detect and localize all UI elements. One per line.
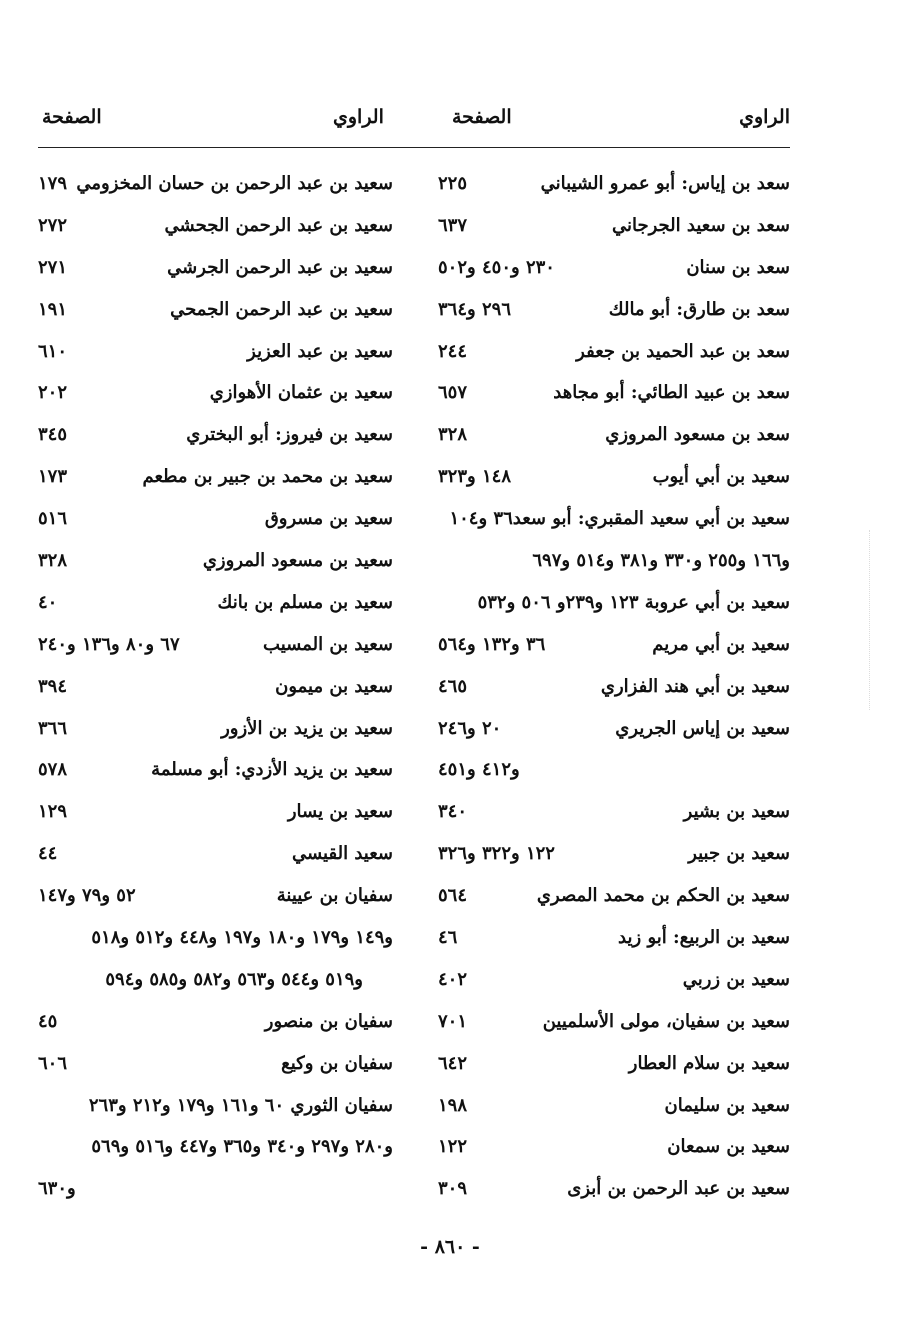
index-entry (438, 206, 790, 248)
index-entry (38, 206, 393, 248)
narrator-name: سعيد بن يزيد بن الأزور (221, 717, 393, 739)
index-entry (38, 750, 393, 792)
page-refs: ٣٢٨ (438, 424, 468, 446)
page-refs: ١٢٢ (438, 1136, 468, 1158)
narrator-name: سعيد بن سفيان، مولى الأسلميين (542, 1010, 790, 1032)
page-refs: ٦٣٧ (438, 214, 468, 236)
index-entry (438, 792, 790, 834)
index-entry (38, 876, 393, 918)
index-entry (38, 1086, 393, 1128)
narrator-name: سعيد بن أبي مريم (652, 633, 790, 655)
page-refs: ٤٦٥ (438, 675, 468, 697)
entry-continuation: و٦٣٠ (38, 1178, 76, 1200)
header-page-left: الصفحة (42, 106, 102, 128)
index-entry (38, 960, 393, 1002)
page-refs: ٣٠٩ (438, 1178, 468, 1200)
narrator-name: سفيان بن وكيع (281, 1052, 393, 1074)
index-entry (38, 834, 393, 876)
page-refs: ٥٢ و٧٩ و١٤٧ (38, 885, 136, 907)
index-entry (38, 1002, 393, 1044)
index-entry (438, 918, 790, 960)
narrator-name: سعيد بن عبد العزيز (247, 340, 393, 362)
index-entry (38, 625, 393, 667)
narrator-name: سعيد بن إياس الجريري (615, 717, 790, 739)
narrator-name: سعيد بن ميمون (275, 675, 393, 697)
index-entry (38, 457, 393, 499)
header-narrator-left: الراوي (333, 106, 384, 128)
page-refs: ٦٥٧ (438, 382, 468, 404)
page-refs: ٤٥ (38, 1010, 58, 1032)
narrator-name: سعيد بن زربي (682, 968, 790, 990)
page-refs: ٢٤٤ (438, 340, 468, 362)
page-refs: ١٢٩ (38, 801, 68, 823)
page-refs: ٥٦٤ (438, 885, 468, 907)
narrator-name: سعيد بن مسروق (264, 508, 393, 530)
page-refs: ١٧٣ (38, 466, 68, 488)
narrator-name: سعيد بن سمعان (667, 1136, 790, 1158)
index-entry (438, 667, 790, 709)
index-column-left (38, 164, 393, 1211)
index-entry (38, 290, 393, 332)
page-refs: ٣٤٥ (38, 424, 68, 446)
index-entry (38, 499, 393, 541)
page-refs: ٢٠ و٢٤٦ (438, 717, 502, 739)
page-refs: ٤٠ (38, 591, 58, 613)
narrator-name: سعد بن سنان (686, 256, 790, 278)
page-refs: ٧٠١ (438, 1010, 468, 1032)
narrator-name: سعيد بن أبي أيوب (652, 466, 790, 488)
page-refs: ٤٠٢ (438, 968, 468, 990)
narrator-name: سعد بن عبد الحميد بن جعفر (576, 340, 790, 362)
index-entry (38, 373, 393, 415)
entry-text: سفيان الثوري ٦٠ و١٦١ و١٧٩ و٢١٢ و٢٦٣ (88, 1094, 393, 1116)
page-refs: ٣٦ و١٣٢ و٥٦٤ (438, 633, 546, 655)
index-entry (438, 1002, 790, 1044)
index-entry (38, 583, 393, 625)
page-refs: ١٤٨ و٣٢٣ (438, 466, 511, 488)
index-entry (438, 1127, 790, 1169)
narrator-name: سعيد القيسي (292, 843, 393, 865)
narrator-name: سعيد بن الحكم بن محمد المصري (536, 885, 790, 907)
narrator-name: سعد بن عبيد الطائي: أبو مجاهد (553, 382, 790, 404)
narrator-name: سعد بن سعيد الجرجاني (611, 214, 790, 236)
narrator-name: سعد بن طارق: أبو مالك (608, 298, 790, 320)
narrator-name: سفيان بن عيينة (276, 885, 393, 907)
narrator-name: سعد بن إياس: أبو عمرو الشيباني (540, 173, 790, 194)
index-entry (38, 667, 393, 709)
index-entry (438, 1086, 790, 1128)
page-refs: ٦٤٢ (438, 1052, 468, 1074)
page-refs: ١٩٨ (438, 1094, 468, 1116)
index-entry (38, 918, 393, 960)
header-narrator-right: الراوي (739, 106, 790, 128)
index-entry (38, 164, 393, 206)
narrator-name: سعيد بن عبد الرحمن بن أبزى (567, 1178, 790, 1200)
index-entry (438, 834, 790, 876)
entry-text: سعيد بن أبي عروبة ١٢٣ و٢٣٩و ٥٠٦ و٥٣٢ (477, 591, 790, 613)
index-entry (38, 541, 393, 583)
narrator-name: سفيان بن منصور (264, 1010, 393, 1032)
narrator-name: سعيد بن مسلم بن بانك (217, 591, 393, 613)
page-refs: ٦٧ و٨٠ و١٣٦ و٢٤٠ (38, 633, 180, 655)
page-refs: ٢٩٦ و٣٦٤ (438, 298, 511, 320)
index-entry (438, 290, 790, 332)
index-entry (438, 1169, 790, 1211)
index-entry (438, 457, 790, 499)
entry-continuation: و١٤٩ و١٧٩ و١٨٠ و١٩٧ و٤٤٨ و٥١٢ و٥١٨ (91, 927, 393, 949)
page-refs: ٦٠٦ (38, 1052, 68, 1074)
narrator-name: سعيد بن فيروز: أبو البختري (186, 424, 393, 446)
page-refs: ٦١٠ (38, 340, 68, 362)
page-refs: ٤٤ (38, 843, 58, 865)
entry-continuation: و١٦٦ و٢٥٥ و٣٣٠ و٣٨١ و٥١٤ و٦٩٧ (532, 550, 790, 572)
page-refs: ٥١٦ (38, 508, 68, 530)
index-entry (438, 332, 790, 374)
narrator-name: سعيد بن بشير (683, 801, 790, 823)
narrator-name: سعيد بن يزيد الأزدي: أبو مسلمة (151, 759, 393, 781)
page-refs: ١٢٢ و٣٢٢ و٣٢٦ (438, 843, 555, 865)
page-refs: ٢٣٠ و٤٥٠ و٥٠٢ (438, 256, 555, 278)
page-refs: ٣٦٦ (38, 717, 68, 739)
index-entry (438, 164, 790, 206)
index-entry (38, 709, 393, 751)
index-entry (438, 1044, 790, 1086)
page-refs: ١٧٩ (38, 173, 68, 194)
narrator-name: سعيد بن أبي هند الفزاري (600, 675, 790, 697)
index-entry (438, 541, 790, 583)
index-column-right (438, 164, 790, 1211)
page-refs: ٣٢٨ (38, 550, 68, 572)
index-entry (438, 709, 790, 751)
index-entry (38, 792, 393, 834)
page-refs: ٢٧٢ (38, 214, 68, 236)
page-refs: ٣٤٠ (438, 801, 468, 823)
index-entry (438, 583, 790, 625)
narrator-name: سعد بن مسعود المروزي (605, 424, 790, 446)
entry-text: سعيد بن أبي سعيد المقبري: أبو سعد٣٦ و١٠٤ (449, 508, 790, 530)
narrator-name: سعيد بن عثمان الأهوازي (209, 382, 393, 404)
page-number: - ٨٦٠ - (420, 1236, 480, 1258)
narrator-name: سعيد بن يسار (287, 801, 393, 823)
index-entry (438, 248, 790, 290)
index-entry (38, 415, 393, 457)
index-entry (38, 1169, 393, 1211)
narrator-name: سعيد بن عبد الرحمن الجرشي (167, 256, 393, 278)
index-entry (38, 1127, 393, 1169)
header-page-right: الصفحة (452, 106, 512, 128)
index-entry (38, 1044, 393, 1086)
page-refs: ٤٦ (438, 927, 458, 949)
scan-margin-mark (869, 530, 900, 710)
table-header (0, 106, 900, 136)
narrator-name: سعيد بن المسيب (263, 633, 393, 655)
page-refs: ١٩١ (38, 298, 68, 320)
narrator-name: سعيد بن عبد الرحمن بن حسان المخزومي (76, 173, 393, 194)
entry-continuation: و٥١٩ و٥٤٤ و٥٦٣ و٥٨٢ و٥٨٥ و٥٩٤ (105, 968, 363, 990)
page-refs: ٢٧١ (38, 256, 68, 278)
index-entry (438, 960, 790, 1002)
narrator-name: سعيد بن عبد الرحمن الجمحي (170, 298, 393, 320)
index-entry (438, 876, 790, 918)
narrator-name: سعيد بن الربيع: أبو زيد (618, 927, 790, 949)
page-refs: ٥٧٨ (38, 759, 68, 781)
index-entry (438, 499, 790, 541)
page-refs: ٢٢٥ (438, 173, 468, 194)
narrator-name: سعيد بن سليمان (664, 1094, 790, 1116)
index-entry (438, 625, 790, 667)
entry-continuation: و٤١٢ و٤٥١ (438, 759, 520, 781)
entry-continuation: و٢٨٠ و٢٩٧ و٣٤٠ و٣٦٥ و٤٤٧ و٥١٦ و٥٦٩ (91, 1136, 393, 1158)
narrator-name: سعيد بن مسعود المروزي (202, 550, 393, 572)
page-refs: ٢٠٢ (38, 382, 68, 404)
index-entry (438, 750, 790, 792)
narrator-name: سعيد بن عبد الرحمن الجحشي (164, 214, 393, 236)
index-entry (438, 415, 790, 457)
index-entry (438, 373, 790, 415)
narrator-name: سعيد بن محمد بن جبير بن مطعم (142, 466, 393, 488)
narrator-name: سعيد بن سلام العطار (628, 1052, 790, 1074)
index-entry (38, 332, 393, 374)
narrator-name: سعيد بن جبير (688, 843, 790, 865)
header-divider (38, 147, 790, 148)
page-refs: ٣٩٤ (38, 675, 68, 697)
index-entry (38, 248, 393, 290)
